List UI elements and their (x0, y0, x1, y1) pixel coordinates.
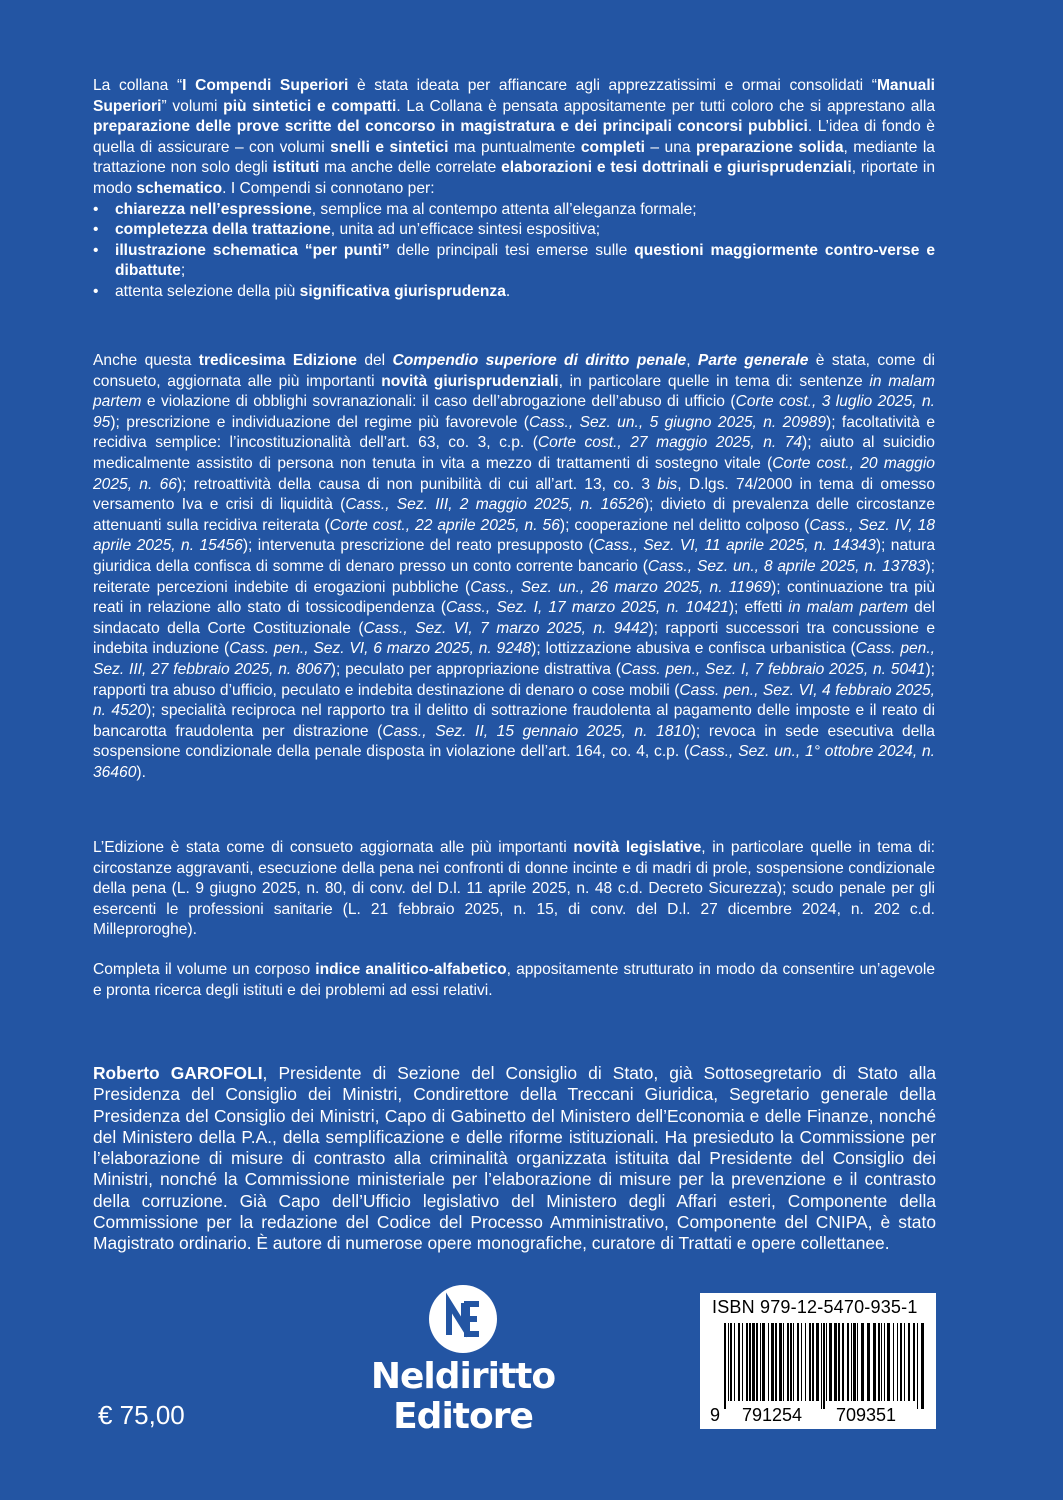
series-description (93, 76, 935, 303)
isbn-barcode (700, 1293, 936, 1429)
features-list (93, 200, 935, 303)
barcode-icon (700, 1293, 936, 1429)
intro-paragraph: La collana “I Compendi Superiori è stata ideata per affiancare agli apprezzatissimi e ormai consolidati “Manuali Superiori” volumi più sintetici e compatti. La Collana è pensata appositamente per tutti coloro che si apprestano alla preparazione delle prove scritte del concorso in magistratura e dei principali concorsi pubblici. L’idea di fondo è quella di assicurare – con volumi snelli e sintetici ma puntualmente completi – una preparazione solida, mediante la trattazione non solo degli istituti ma anche delle correlate elaborazioni e tesi dottrinali e giurisprudenziali, riportate in modo schematico. I Compendi si connotano per: (93, 77, 935, 197)
barcode-right-digits: 709351 (836, 1405, 897, 1425)
feature-item: • illustrazione schematica “per punti” delle principali tesi emerse sulle questioni maggiormente contro-verse e dibattute; (93, 241, 935, 280)
barcode-left-digits: 791254 (742, 1405, 803, 1425)
feature-item: • completezza della trattazione, unita ad un’efficace sintesi espositiva; (93, 220, 935, 241)
bullet-icon: • (93, 241, 99, 259)
author-bio: Roberto GAROFOLI, Presidente di Sezione del Consiglio di Stato, già Sottosegretario di Stato alla Presidenza del Consiglio dei Ministri, Condirettore della Treccani Giuridica, Segretario generale della Presidenza del Consiglio dei Ministri, Capo di Gabinetto del Ministero dell’Economia e delle Finanze, nonché del Ministero della P.A., della semplificazione e delle riforme istituzionali. Ha presieduto la Commissione per l’elaborazione di misure di contrasto alla criminalità organizzata istituita dal Presidente del Consiglio dei Ministri, nonché la Commissione ministeriale per l’elaborazione di misure per la prevenzione e il contrasto della corruzione. Già Capo dell’Ufficio legislativo del Ministero degli Affari esteri, Componente della Commissione per la redazione del Codice del Processo Amministrativo, Componente del CNIPA, è stato Magistrato ordinario. È autore di numerose opere monografiche, curatore di Trattati e opere collettanee. (93, 1063, 936, 1254)
bullet-icon: • (93, 282, 99, 300)
ne-circle-logo-icon (427, 1283, 499, 1355)
bullet-icon: • (93, 221, 99, 239)
publisher-name-line2: Editore (393, 1396, 533, 1437)
barcode-first-digit: 9 (710, 1405, 721, 1425)
bullet-icon: • (93, 200, 99, 218)
isbn-label: ISBN 979-12-5470-935-1 (712, 1297, 918, 1317)
edition-paragraph: Anche questa tredicesima Edizione del Compendio superiore di diritto penale, Parte generale è stata, come di consueto, aggiornata alle più importanti novità giurisprudenziali, in particolare quelle in tema di: sentenze in malam partem e violazione di obblighi sovranazionali: il caso dell’abrogazione dell’abuso di ufficio (Corte cost., 3 luglio 2025, n. 95); prescrizione e individuazione del regime più favorevole (Cass., Sez. un., 5 giugno 2025, n. 20989); facoltatività e recidiva semplice: l’incostituzionalità dell’art. 63, co. 3, c.p. (Corte cost., 27 maggio 2025, n. 74); aiuto al suicidio medicalmente assistito di persona non tenuta in vita a mezzo di trattamenti di sostegno vitale (Corte cost., 20 maggio 2025, n. 66); retroattività della causa di non punibilità di cui all’art. 13, co. 3 bis, D.lgs. 74/2000 in tema di omesso versamento Iva e crisi di liquidità (Cass., Sez. III, 2 maggio 2025, n. 16526); divieto di prevalenza delle circostanze attenuanti sulla recidiva reiterata (Corte cost., 22 aprile 2025, n. 56); cooperazione nel delitto colposo (Cass., Sez. IV, 18 aprile 2025, n. 15456); intervenuta prescrizione del reato presupposto (Cass., Sez. VI, 11 aprile 2025, n. 14343); natura giuridica della confisca di somme di denaro presso un conto corrente bancario (Cass., Sez. un., 8 aprile 2025, n. 13783); reiterate percezioni indebite di erogazioni pubbliche (Cass., Sez. un., 26 marzo 2025, n. 11969); continuazione tra più reati in relazione allo stato di tossicodipendenza (Cass., Sez. I, 17 marzo 2025, n. 10421); effetti in malam partem del sindacato della Corte Costituzionale (Cass., Sez. VI, 7 marzo 2025, n. 9442); rapporti successori tra concussione e indebita induzione (Cass. pen., Sez. VI, 6 marzo 2025, n. 9248); lottizzazione abusiva e confisca urbanistica (Cass. pen., Sez. III, 27 febbraio 2025, n. 8067); peculato per appropriazione distrattiva (Cass. pen., Sez. I, 7 febbraio 2025, n. 5041); rapporti tra abuso d’ufficio, peculato e indebita destinazione di denaro o cose mobili (Cass. pen., Sez. VI, 4 febbraio 2025, n. 4520); specialità reciproca nel rapporto tra il delitto di sottrazione fraudolenta al pagamento delle imposte e il reato di bancarotta fraudolenta per distrazione (Cass., Sez. II, 15 gennaio 2025, n. 1810); revoca in sede esecutiva della sospensione condizionale della penale disposta in violazione dell’art. 164, co. 4, c.p. (Cass., Sez. un., 1° ottobre 2024, n. 36460). (93, 352, 936, 781)
feature-item: • chiarezza nell’espressione, semplice ma al contempo attenta all’eleganza formale; (93, 200, 935, 221)
legislative-paragraph: L’Edizione è stata come di consueto aggiornata alle più importanti novità legislative, in particolare quelle in tema di: circostanze aggravanti, esecuzione della pena nei confronti di donne incinte e di madri di prole, sospensione condizionale della pena (L. 9 giugno 2025, n. 80, di conv. del D.l. 11 aprile 2025, n. 48 c.d. Decreto Sicurezza); scudo penale per gli esercenti le professioni sanitarie (L. 21 febbraio 2025, n. 15, di conv. del D.l. 27 dicembre 2024, n. 202 c.d. Milleproroghe). (93, 839, 936, 939)
price: € 75,00 (98, 1400, 185, 1430)
feature-item: • attenta selezione della più significativa giurisprudenza. (93, 282, 935, 303)
publisher-logo (353, 1283, 573, 1437)
publisher-name-line1: Neldiritto (370, 1356, 556, 1397)
index-paragraph: Completa il volume un corposo indice analitico-alfabetico, appositamente strutturato in modo da consentire un’agevole e pronta ricerca degli istituti e dei problemi ad essi relativi. (93, 961, 936, 999)
